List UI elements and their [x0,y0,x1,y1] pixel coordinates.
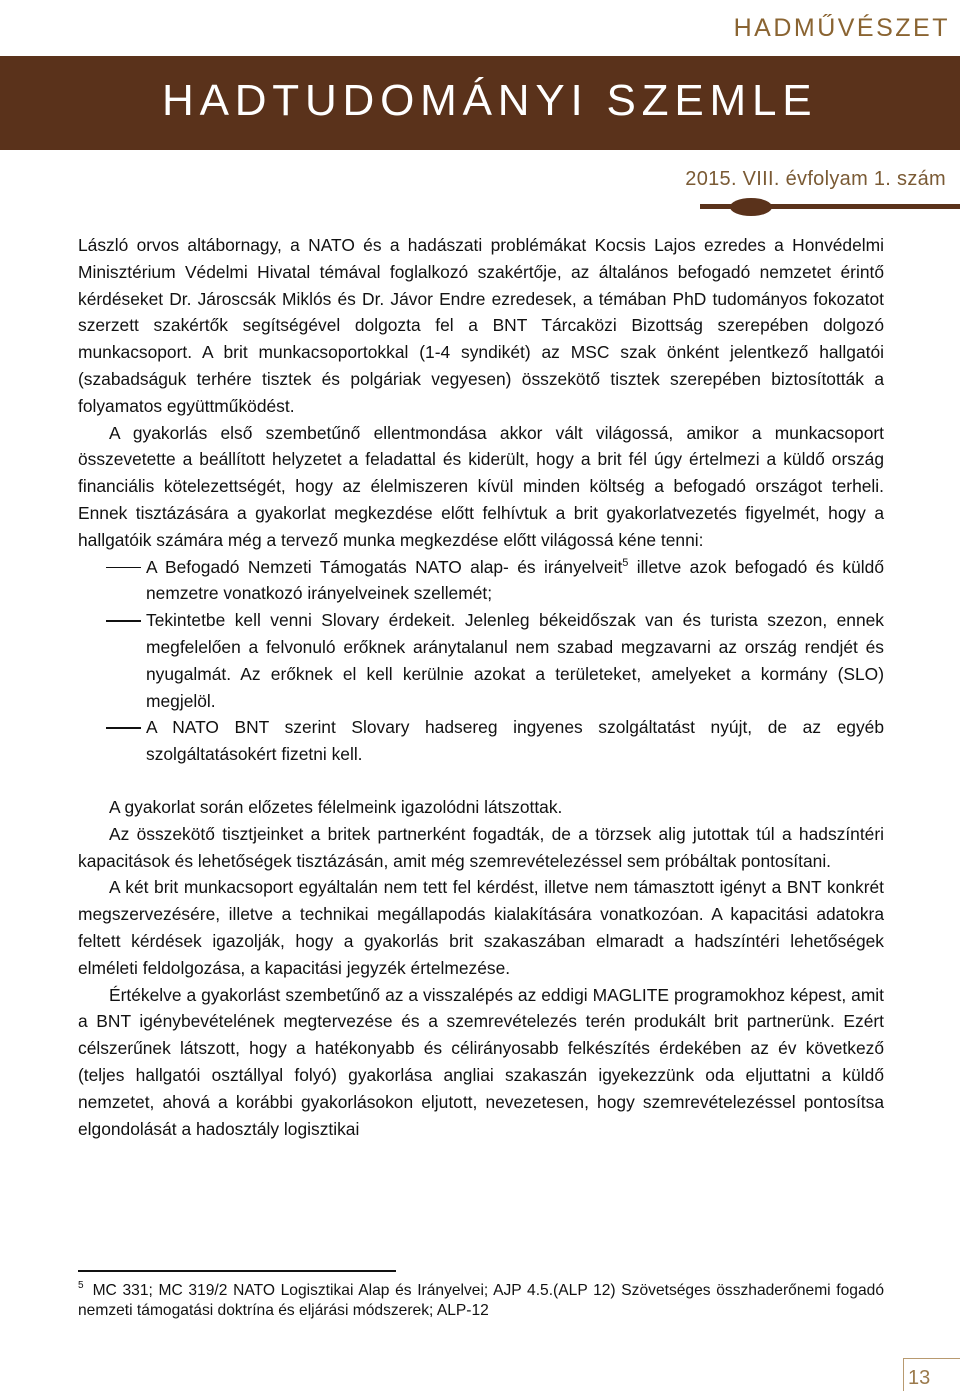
paragraph: Az összekötő tisztjeinket a britek partnerként fogadták, de a törzsek alig jutottak túl a hadszíntéri kapacitások és lehetőségek tisztázásán, amit még szemrevételezéssel sem próbáltak pontosítani. [78,823,884,871]
list-item-text: illetve azok befogadó és küldő nemzetre vonatkozó irányelveinek szellemét; [146,556,884,604]
paragraph: A gyakorlás első szembetűnő ellentmondása akkor vált világossá, amikor a munkacsoport összevetette a beállított helyzetet a feladattal és kiderült, hogy a brit fél úgy értelmezi a küldő ország financiális kötelezettségét, hogy az élelmiszeren kívül minden költség a befogadó országot terheli. Ennek tisztázására a gyakorlat megkezdése előtt felhívtuk a brit gyakorlatvezetés figyelmét, hogy a hallgatóik számára még a tervező munka megkezdése előtt világossá kéne tenni: [78,422,884,550]
dash-bullet [106,620,141,622]
footnote [78,1281,884,1321]
issue-info: 2015. VIII. évfolyam 1. szám [685,168,946,190]
dash-bullet [106,727,141,729]
list-item-text: Tekintetbe kell venni Slovary érdekeit. Jelenleg békeidőszak van és turista szezon, ennek megfelelően a felvonuló erőknek aránytalanul nem szabad megzavarni az ország rendjét és nyugalmát. Az erőknek el kell kerülnie azokat a területeket, amelyeket a kormány (SLO) megjelöl. [146,610,884,711]
list-item-text: A NATO BNT szerint Slovary hadsereg ingyenes szolgáltatást nyújt, de az egyéb szolgáltatásokért fizetni kell. [146,717,884,765]
section-label: HADMŰVÉSZET [733,14,950,42]
footnote-number: 5 [78,1280,84,1291]
list-item [78,554,884,608]
journal-title: HADTUDOMÁNYI SZEMLE [162,76,818,125]
paragraph: A gyakorlat során előzetes félelmeink igazolódni látszottak. [109,796,563,817]
divider-ornament [730,198,772,216]
paragraph: Értékelve a gyakorlást szembetűnő az a visszalépés az eddigi MAGLITE programokhoz képest, amit a BNT igénybevételének megtervezése és a szemrevételezés terén produkált brit partnerünk. Ezért célszerűnek látszott, hogy a hatékonyabb és célirányosabb felkészítés érdekében az év következő (teljes hallgatói osztállyal folyó) gyakorlása angliai szakaszán igyekezzünk oda eljuttatni a küldő nemzetet, ahová a korábbi gyakorlásokon eljutott, nevezetesen, hogy szemrevételezéssel pontosítsa elgondolását a hadosztály logisztikai [78,984,884,1139]
footnote-ref[interactable]: 5 [622,556,629,569]
page-number: 13 [908,1367,931,1389]
article-body [78,232,884,1142]
paragraph: A két brit munkacsoport egyáltalán nem tett fel kérdést, illetve nem támasztott igényt a BNT konkrét megszervezésére, illetve a technikai megállapodás kialakítására vonatkozóan. A kapacitási adatokra feltett kérdések igazolják, hogy a gyakorlás brit szakaszában elmaradt a hadszíntéri lehetőségek elméleti feldolgozása, a kapacitási jegyzék értelmezése. [78,877,884,978]
list-item-text: A Befogadó Nemzeti Támogatás NATO alap- és irányelveit [146,556,623,577]
spacer [78,768,884,794]
dash-bullet [106,567,141,569]
footnote-separator [78,1270,396,1272]
requirement-list [78,554,884,768]
list-item [78,714,884,768]
footnote-text: MC 331; MC 319/2 NATO Logisztikai Alap és Irányelvei; AJP 4.5.(ALP 12) Szövetséges összhaderőnemi fogadó nemzeti támogatási doktrína és eljárási módszerek; ALP-12 [78,1282,884,1319]
journal-banner [0,56,960,150]
list-item [78,607,884,714]
paragraph: László orvos altábornagy, a NATO és a hadászati problémákat Kocsis Lajos ezredes a Honvédelmi Minisztérium Védelmi Hivatal témával foglalkozó szakértője, az általános befogadó nemzetet érintő kérdéseket Dr. Jároscsák Miklós és Dr. Jávor Endre ezredesek, a témában PhD tudományos fokozatot szerzett szakértők segítségével dolgozta fel a BNT Tárcaközi Bizottság szerepében dolgozó munkacsoport. A brit munkacsoportokkal (1-4 syndikét) az MSC szak önként jelentkező hallgatói (szabadságuk terhére tisztek és polgáriak vegyesen) összekötő tisztek szerepében biztosították a folyamatos együttműködést. [78,235,884,416]
